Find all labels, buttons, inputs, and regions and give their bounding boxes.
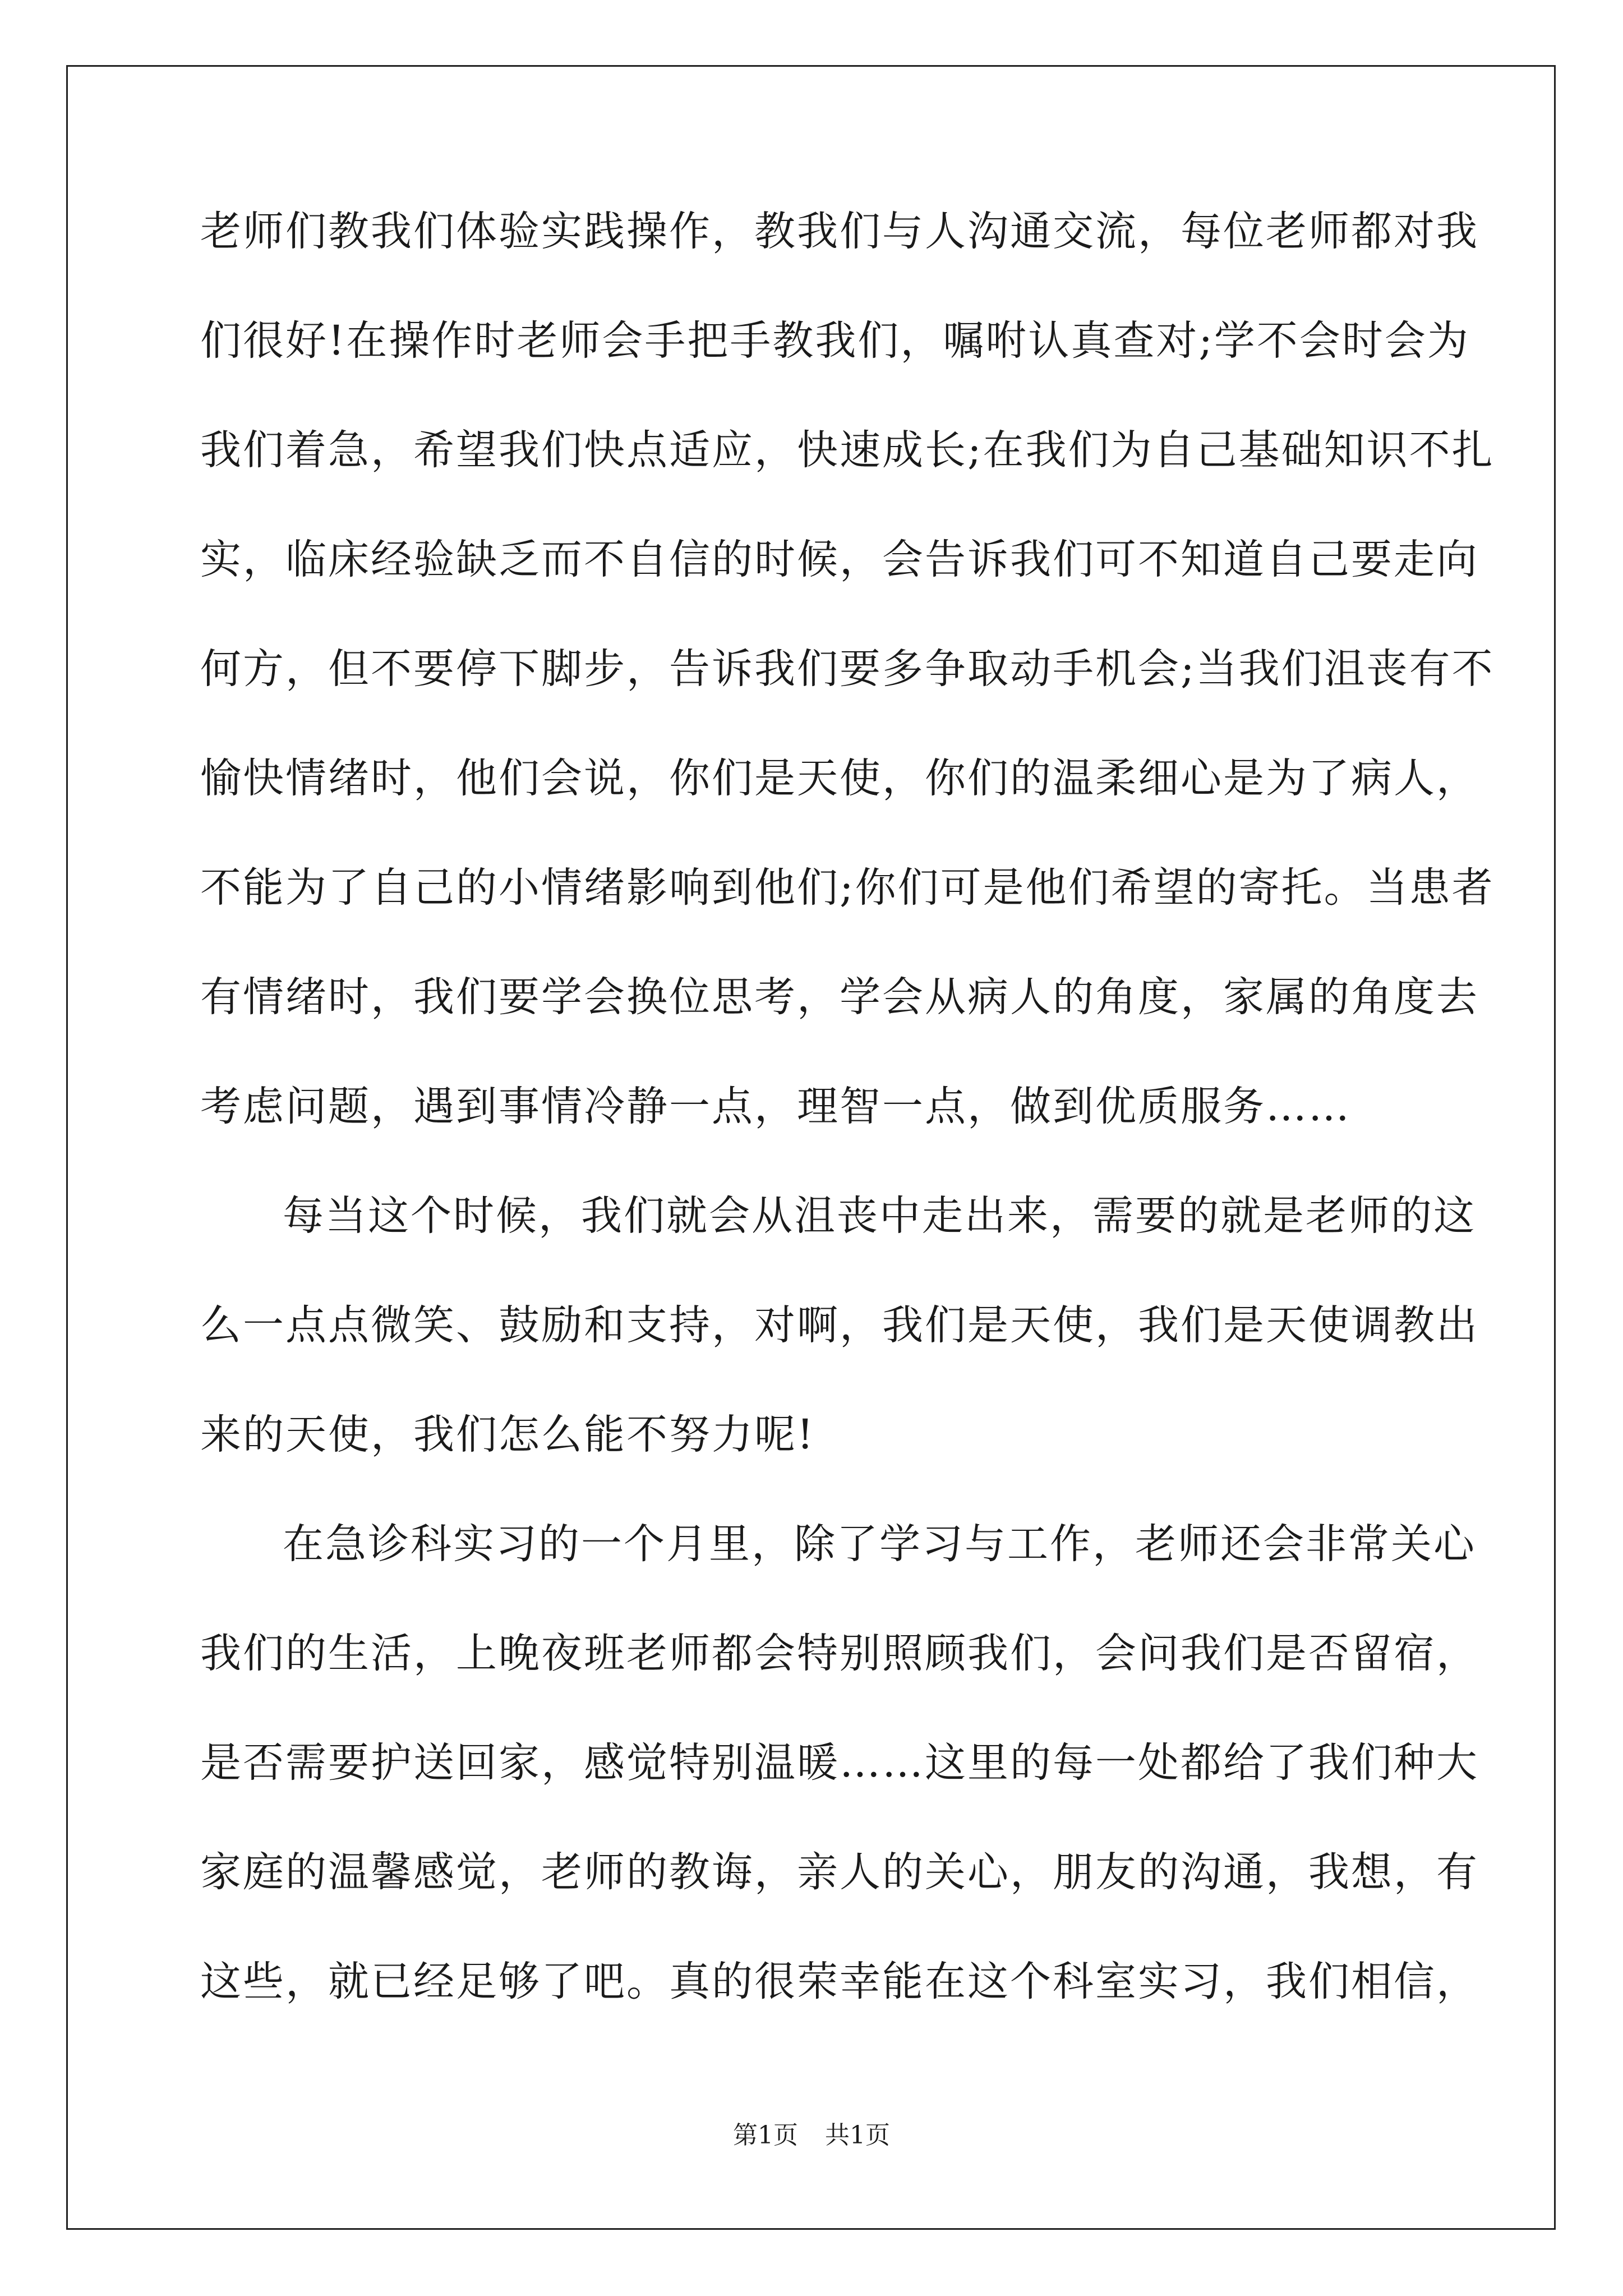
text-line: 不能为了自己的小情绪影响到他们;你们可是他们希望的寄托。当患者: [200, 864, 1495, 912]
text-line: 考虑问题，遇到事情冷静一点，理智一点，做到优质服务……: [200, 1083, 1351, 1130]
text-line: 我们着急，希望我们快点适应，快速成长;在我们为自己基础知识不扎: [200, 426, 1495, 474]
text-line: 老师们教我们体验实践操作，教我们与人沟通交流，每位老师都对我: [200, 208, 1479, 255]
text-line: 何方，但不要停下脚步，告诉我们要多争取动手机会;当我们沮丧有不: [200, 645, 1495, 693]
page-number-total: 共1页: [825, 2121, 890, 2150]
text-line-paragraph-start: 在急诊科实习的一个月里，除了学习与工作，老师还会非常关心: [283, 1520, 1476, 1568]
text-line: 实，临床经验缺乏而不自信的时候，会告诉我们可不知道自己要走向: [200, 536, 1479, 583]
text-line: 是否需要护送回家，感觉特别温暖……这里的每一处都给了我们种大: [200, 1739, 1479, 1787]
text-line: 愉快情绪时，他们会说，你们是天使，你们的温柔细心是为了病人，: [200, 754, 1479, 802]
page-number-current: 第1页: [733, 2121, 798, 2150]
text-line: 有情绪时，我们要学会换位思考，学会从病人的角度，家属的角度去: [200, 973, 1479, 1021]
text-line: 我们的生活，上晚夜班老师都会特别照顾我们，会问我们是否留宿，: [200, 1630, 1479, 1677]
text-line: 家庭的温馨感觉，老师的教诲，亲人的关心，朋友的沟通，我想，有: [200, 1848, 1479, 1896]
text-line: 来的天使，我们怎么能不努力呢!: [200, 1411, 815, 1458]
document-body: [200, 208, 1495, 2070]
text-line-paragraph-start: 每当这个时候，我们就会从沮丧中走出来，需要的就是老师的这: [283, 1192, 1476, 1240]
text-line: 们很好!在操作时老师会手把手教我们，嘱咐认真查对;学不会时会为: [200, 317, 1470, 365]
text-line: 这些，就已经足够了吧。真的很荣幸能在这个科室实习，我们相信，: [200, 1958, 1479, 2005]
page-footer: [0, 2115, 1623, 2151]
text-line: 么一点点微笑、鼓励和支持，对啊，我们是天使，我们是天使调教出: [200, 1301, 1479, 1349]
